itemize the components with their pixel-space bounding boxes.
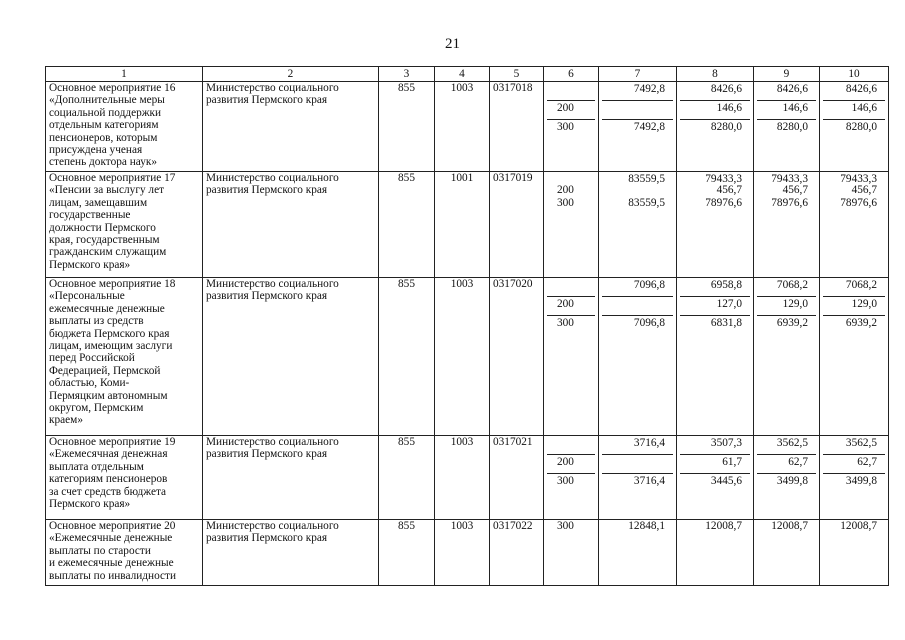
event-name-cell [46, 436, 203, 520]
expense-type: 300 [557, 475, 574, 487]
amount-cell [820, 172, 889, 278]
event-name: Основное мероприятие 16 «Дополнительные меры социальной поддержки отдельным категориям пенсионеров, которым присуждена ученая степень доктора наук» [49, 82, 176, 169]
table-row [46, 436, 889, 520]
ministry-cell [203, 520, 379, 586]
amount: 7096,8 [633, 317, 665, 329]
amount: 78976,6 [771, 196, 808, 209]
section-cell: 1003 [435, 436, 490, 520]
amount-cell [754, 82, 820, 172]
target-article-cell: 0317021 [490, 436, 544, 520]
amount-cell [599, 436, 677, 520]
amount-cell [820, 520, 889, 586]
amount: 127,0 [716, 298, 742, 310]
expense-type: 200 [557, 102, 574, 114]
amount: 79433,3 [771, 173, 808, 185]
amount-cell [820, 278, 889, 436]
amount: 7492,8 [633, 83, 665, 95]
amount: 456,7 [782, 184, 808, 197]
amount: 12848,1 [628, 520, 665, 532]
amount: 3562,5 [845, 437, 877, 449]
code-cell: 855 [379, 172, 435, 278]
event-name: Основное мероприятие 19 «Ежемесячная денежная выплата отдельным категориям пенсионеров за счет средств бюджета Пермского края» [49, 436, 176, 511]
event-name: Основное мероприятие 18 «Персональные ежемесячные денежные выплаты из средств бюджета Пермского края лицам, имеющим заслуги перед Российской Федерацией, Пермской областью, Коми- Пермяцким автономным округом, Пермским краем» [49, 278, 176, 427]
expense-type-cell [544, 82, 599, 172]
amount: 62,7 [857, 456, 877, 468]
amount: 146,6 [716, 102, 742, 114]
amount: 3716,4 [633, 475, 665, 487]
amount: 129,0 [782, 298, 808, 310]
expense-type: 300 [557, 520, 574, 532]
target-article-cell: 0317019 [490, 172, 544, 278]
amount: 3499,8 [845, 475, 877, 487]
expense-type: 300 [557, 196, 574, 209]
target-article-cell: 0317022 [490, 520, 544, 586]
amount-cell [599, 278, 677, 436]
event-name: Основное мероприятие 20 «Ежемесячные денежные выплаты по старости и ежемесячные денежные выплаты по инвалидности [49, 520, 176, 582]
amount: 8280,0 [710, 121, 742, 133]
table-row [46, 520, 889, 586]
amount: 3716,4 [633, 437, 665, 449]
page-number: 21 [445, 36, 460, 52]
event-name: Основное мероприятие 17 «Пенсии за выслугу лет лицам, замещавшим государственные должности Пермского края, государственным гражданским служащим Пермского края» [49, 172, 176, 271]
amount: 8426,6 [845, 83, 877, 95]
amount: 79433,3 [840, 173, 877, 185]
amount: 129,0 [851, 298, 877, 310]
table-row [46, 82, 889, 172]
ministry-name: Министерство социального развития Пермского края [206, 520, 339, 545]
amount-cell [677, 436, 754, 520]
amount: 78976,6 [705, 196, 742, 209]
amount-cell [677, 520, 754, 586]
expense-type-cell [544, 278, 599, 436]
amount: 7068,2 [776, 279, 808, 291]
amount: 7096,8 [633, 279, 665, 291]
amount: 61,7 [722, 456, 742, 468]
amount-cell [754, 436, 820, 520]
amount: 6831,8 [710, 317, 742, 329]
table-row [46, 172, 889, 278]
amount: 3507,3 [710, 437, 742, 449]
ministry-cell [203, 172, 379, 278]
code-cell: 855 [379, 436, 435, 520]
amount-cell [599, 82, 677, 172]
table-row [46, 278, 889, 436]
amount: 62,7 [788, 456, 808, 468]
ministry-cell [203, 278, 379, 436]
section-cell: 1001 [435, 172, 490, 278]
header-cell: 2 [203, 67, 379, 82]
amount-cell [677, 82, 754, 172]
ministry-cell [203, 436, 379, 520]
expense-type: 200 [557, 298, 574, 310]
expense-type: 200 [557, 184, 574, 197]
section-cell: 1003 [435, 278, 490, 436]
header-cell: 8 [677, 67, 754, 82]
header-cell: 7 [599, 67, 677, 82]
amount: 78976,6 [840, 196, 877, 209]
header-cell: 3 [379, 67, 435, 82]
code-cell: 855 [379, 278, 435, 436]
amount-cell [599, 520, 677, 586]
amount: 3445,6 [710, 475, 742, 487]
amount: 12008,7 [840, 520, 877, 532]
expense-type: 300 [557, 317, 574, 329]
expense-type: 200 [557, 456, 574, 468]
section-cell: 1003 [435, 82, 490, 172]
amount: 8280,0 [776, 121, 808, 133]
amount: 8426,6 [776, 83, 808, 95]
header-cell: 5 [490, 67, 544, 82]
amount: 146,6 [782, 102, 808, 114]
amount: 12008,7 [771, 520, 808, 532]
event-name-cell [46, 520, 203, 586]
amount: 6939,2 [845, 317, 877, 329]
amount-cell [599, 172, 677, 278]
header-cell: 4 [435, 67, 490, 82]
amount: 12008,7 [705, 520, 742, 532]
target-article-cell: 0317020 [490, 278, 544, 436]
target-article-cell: 0317018 [490, 82, 544, 172]
ministry-name: Министерство социального развития Пермского края [206, 278, 339, 303]
expense-type-cell [544, 520, 599, 586]
header-row [46, 67, 889, 82]
expense-type: 300 [557, 121, 574, 133]
ministry-cell [203, 82, 379, 172]
event-name-cell [46, 82, 203, 172]
header-cell: 1 [46, 67, 203, 82]
amount-cell [677, 172, 754, 278]
amount: 83559,5 [628, 196, 665, 209]
amount: 79433,3 [705, 173, 742, 185]
amount-cell [754, 278, 820, 436]
amount: 3499,8 [776, 475, 808, 487]
section-cell: 1003 [435, 520, 490, 586]
ministry-name: Министерство социального развития Пермского края [206, 436, 339, 461]
amount: 146,6 [851, 102, 877, 114]
amount: 6939,2 [776, 317, 808, 329]
amount-cell [754, 172, 820, 278]
amount-cell [820, 82, 889, 172]
code-cell: 855 [379, 82, 435, 172]
event-name-cell [46, 278, 203, 436]
amount: 7492,8 [633, 121, 665, 133]
code-cell: 855 [379, 520, 435, 586]
amount: 83559,5 [628, 173, 665, 185]
amount-cell [820, 436, 889, 520]
ministry-name: Министерство социального развития Пермского края [206, 82, 339, 107]
header-cell: 10 [820, 67, 889, 82]
budget-table [45, 66, 889, 586]
expense-type-cell [544, 436, 599, 520]
amount: 456,7 [851, 184, 877, 197]
event-name-cell [46, 172, 203, 278]
amount: 8426,6 [710, 83, 742, 95]
amount: 7068,2 [845, 279, 877, 291]
ministry-name: Министерство социального развития Пермского края [206, 172, 339, 197]
header-cell: 9 [754, 67, 820, 82]
amount-cell [754, 520, 820, 586]
expense-type-cell [544, 172, 599, 278]
amount: 8280,0 [845, 121, 877, 133]
header-cell: 6 [544, 67, 599, 82]
amount: 3562,5 [776, 437, 808, 449]
amount: 456,7 [716, 184, 742, 197]
amount-cell [677, 278, 754, 436]
amount: 6958,8 [710, 279, 742, 291]
